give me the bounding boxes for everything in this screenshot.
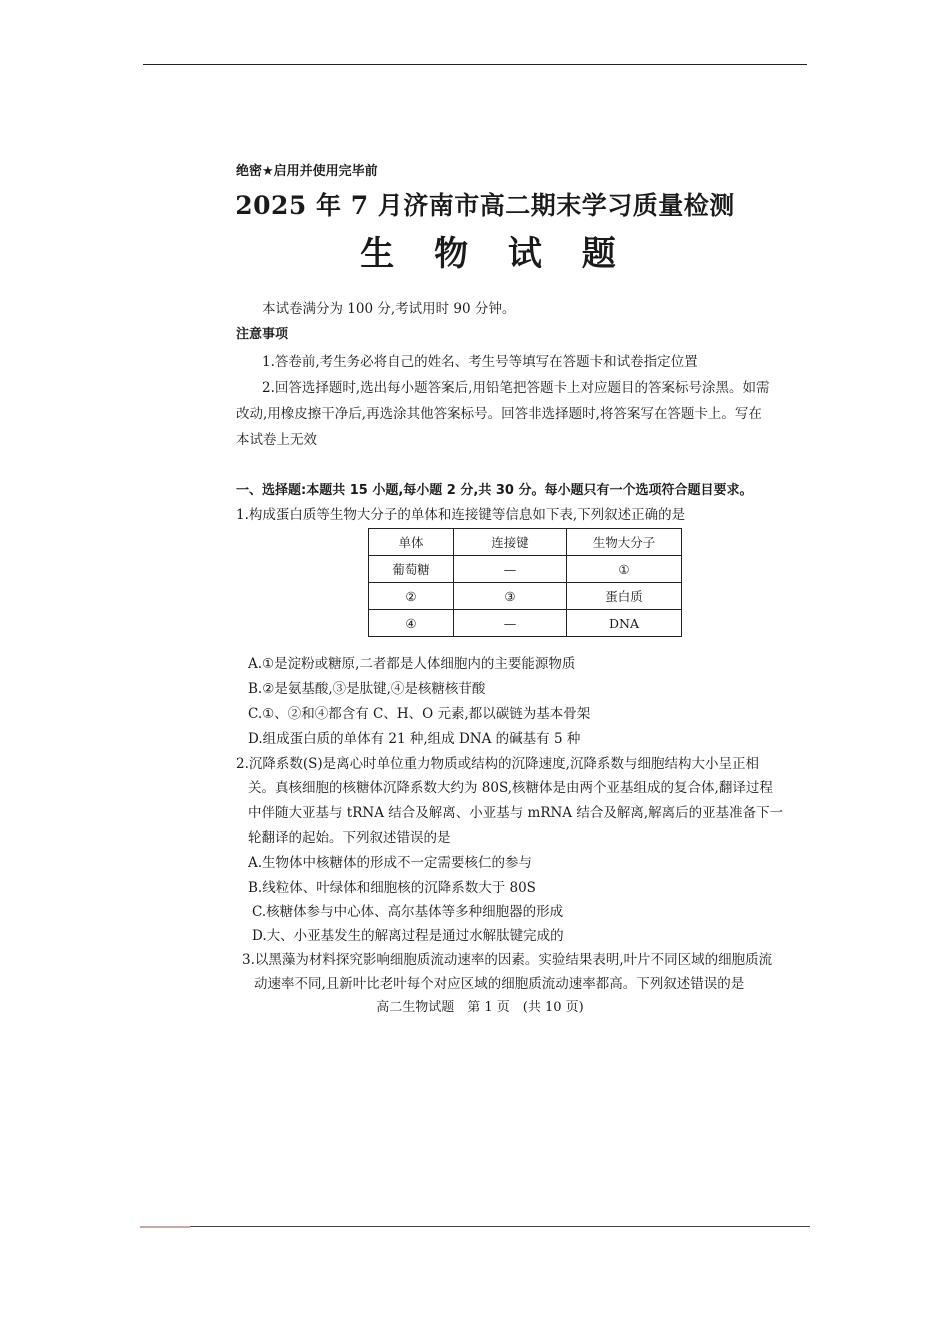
section-1-heading: 一、选择题:本题共 15 小题,每小题 2 分,共 30 分。每小题只有一个选项符合题目要求。 — [236, 483, 753, 498]
page-footer: 高二生物试题 第 1 页 (共 10 页) — [376, 1000, 584, 1015]
table-row — [369, 610, 682, 637]
table-cell: — — [454, 556, 567, 583]
notice-item-2-line-2: 改动,用橡皮擦干净后,再选涂其他答案标号。回答非选择题时,将答案写在答题卡上。写在 — [236, 406, 762, 422]
q1-option-b: B.②是氨基酸,③是肽键,④是核糖核苷酸 — [248, 681, 486, 697]
notice-item-1: 1.答卷前,考生务必将自己的姓名、考生号等填写在答题卡和试卷指定位置 — [262, 354, 698, 370]
table-cell: ④ — [369, 610, 454, 637]
secret-label: 绝密★启用并使用完毕前 — [236, 164, 378, 179]
table-cell: ① — [567, 556, 682, 583]
table-header-row — [369, 529, 682, 556]
bottom-rule — [140, 1226, 810, 1227]
table-row — [369, 583, 682, 610]
table-header-cell: 生物大分子 — [567, 529, 682, 556]
table-cell: ② — [369, 583, 454, 610]
table-header-cell: 单体 — [369, 529, 454, 556]
notice-item-2-line-3: 本试卷上无效 — [236, 432, 317, 448]
bottom-rule-mark — [140, 1226, 190, 1228]
q3-stem-line-2: 动速率不同,且新叶比老叶每个对应区域的细胞质流动速率都高。下列叙述错误的是 — [254, 976, 745, 992]
notice-item-2-line-1: 2.回答选择题时,选出每小题答案后,用铅笔把答题卡上对应题目的答案标号涂黑。如需 — [262, 380, 770, 396]
q1-table — [368, 528, 682, 637]
table-cell: ③ — [454, 583, 567, 610]
q2-option-a: A.生物体中核糖体的形成不一定需要核仁的参与 — [248, 855, 533, 871]
q2-stem-line-1: 2.沉降系数(S)是离心时单位重力物质或结构的沉降速度,沉降系数与细胞结构大小呈正相 — [236, 756, 759, 772]
q2-option-b: B.线粒体、叶绿体和细胞核的沉降系数大于 80S — [248, 880, 536, 896]
table-cell: DNA — [567, 610, 682, 637]
table-cell: 葡萄糖 — [369, 556, 454, 583]
q1-option-a: A.①是淀粉或糖原,二者都是人体细胞内的主要能源物质 — [248, 656, 576, 672]
table-cell: — — [454, 610, 567, 637]
q1-stem: 1.构成蛋白质等生物大分子的单体和连接键等信息如下表,下列叙述正确的是 — [236, 507, 686, 523]
q1-option-d: D.组成蛋白质的单体有 21 种,组成 DNA 的碱基有 5 种 — [248, 731, 581, 747]
subject-title: 生 物 试 题 — [360, 234, 630, 274]
q3-stem-line-1: 3.以黑藻为材料探究影响细胞质流动速率的因素。实验结果表明,叶片不同区域的细胞质流 — [242, 952, 773, 968]
q2-option-c: C.核糖体参与中心体、高尔基体等多种细胞器的形成 — [252, 904, 564, 920]
notice-heading: 注意事项 — [236, 327, 289, 342]
q2-stem-line-4: 轮翻译的起始。下列叙述错误的是 — [248, 830, 451, 846]
table-cell: 蛋白质 — [567, 583, 682, 610]
top-rule — [143, 64, 807, 65]
exam-title: 2025 年 7 月济南市高二期末学习质量检测 — [235, 191, 735, 220]
intro-score-time: 本试卷满分为 100 分,考试用时 90 分钟。 — [262, 301, 516, 317]
table-row — [369, 556, 682, 583]
q2-stem-line-3: 中伴随大亚基与 tRNA 结合及解离、小亚基与 mRNA 结合及解离,解离后的亚基准备下一 — [248, 805, 784, 821]
table-header-cell: 连接键 — [454, 529, 567, 556]
q2-stem-line-2: 关。真核细胞的核糖体沉降系数大约为 80S,核糖体是由两个亚基组成的复合体,翻译过程 — [248, 780, 773, 796]
q1-option-c: C.①、②和④都含有 C、H、O 元素,都以碳链为基本骨架 — [248, 706, 591, 722]
q2-option-d: D.大、小亚基发生的解离过程是通过水解肽键完成的 — [252, 928, 564, 944]
